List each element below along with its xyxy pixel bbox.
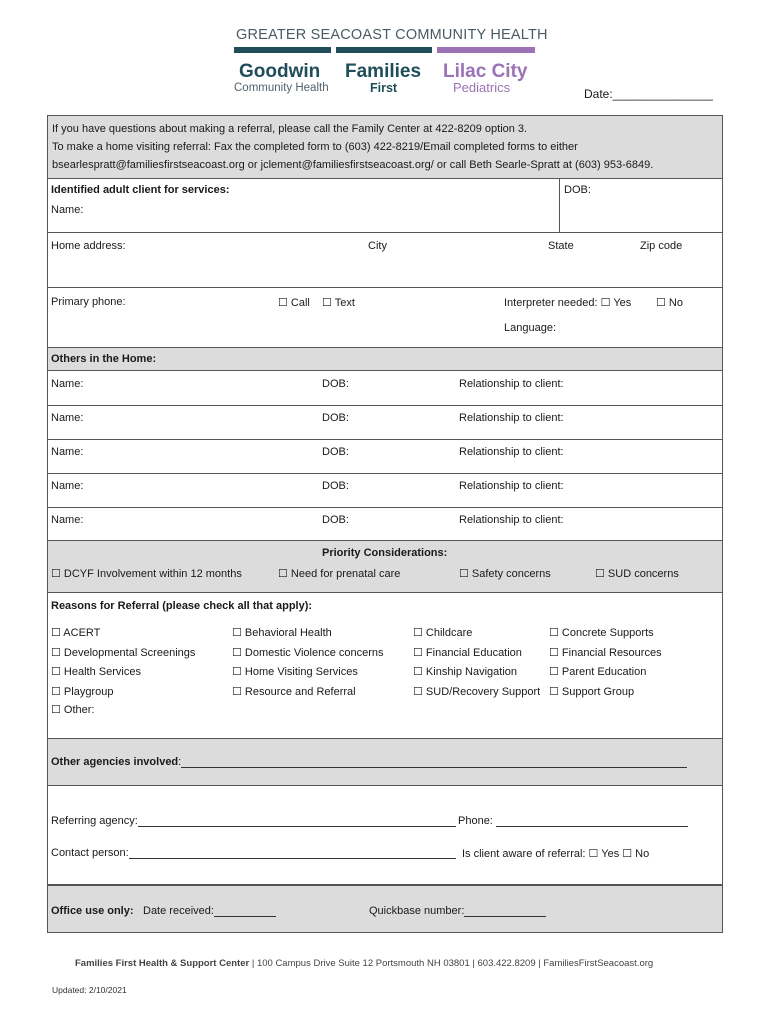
phone-field[interactable] (458, 815, 688, 827)
reason-checkbox[interactable]: ☐ ACERT (51, 627, 101, 639)
contact-person-field[interactable] (51, 847, 456, 859)
others-row-divider (47, 473, 723, 474)
city-field[interactable]: City (368, 240, 387, 252)
updated-date: Updated: 2/10/2021 (52, 985, 127, 995)
quickbase-field[interactable] (369, 905, 546, 917)
reason-checkbox[interactable]: ☐ Home Visiting Services (232, 666, 358, 678)
logo-bar-teal-1 (234, 47, 331, 53)
other-dob-field[interactable]: DOB: (322, 480, 349, 492)
client-section (47, 178, 723, 348)
reason-checkbox[interactable]: ☐ Developmental Screenings (51, 647, 196, 659)
brand-lilac-sub: Pediatrics (453, 80, 511, 95)
other-name-field[interactable]: Name: (51, 378, 84, 390)
reasons-heading: Reasons for Referral (please check all that apply): (51, 600, 313, 612)
priority-heading: Priority Considerations: (322, 547, 448, 559)
agencies-colon: : (178, 756, 182, 768)
others-row-divider (47, 439, 723, 440)
safety-checkbox[interactable]: ☐ Safety concerns (459, 568, 551, 580)
interpreter-no-checkbox[interactable]: ☐ No (656, 297, 683, 309)
other-name-field[interactable]: Name: (51, 480, 84, 492)
date-received-label: Date received: (143, 905, 214, 917)
brand-families: Families (345, 61, 422, 82)
prenatal-checkbox[interactable]: ☐ Need for prenatal care (278, 568, 401, 580)
intro-line-2: To make a home visiting referral: Fax the completed form to (603) 422-8219/Email completed forms to either (52, 141, 578, 153)
other-relationship-field[interactable]: Relationship to client: (459, 412, 564, 424)
quickbase-underline[interactable] (464, 905, 546, 917)
client-divider-1 (47, 232, 723, 233)
other-name-field[interactable]: Name: (51, 412, 84, 424)
agencies-field[interactable] (51, 756, 687, 768)
phone-underline[interactable] (496, 815, 688, 827)
reason-checkbox[interactable]: ☐ Concrete Supports (549, 627, 654, 639)
other-dob-field[interactable]: DOB: (322, 446, 349, 458)
footer-org: Families First Health & Support Center (75, 958, 250, 969)
footer-details: | 100 Campus Drive Suite 12 Portsmouth NH 03801 | 603.422.8209 | FamiliesFirstSeacoast.org (249, 958, 654, 969)
text-checkbox[interactable]: ☐ Text (322, 297, 355, 309)
reason-checkbox[interactable]: ☐ Health Services (51, 666, 141, 678)
dob-divider (559, 178, 560, 232)
intro-line-1: If you have questions about making a referral, please call the Family Center at 422-8209 option 3. (52, 123, 528, 135)
client-divider-2 (47, 287, 723, 288)
others-heading: Others in the Home: (51, 353, 157, 365)
other-relationship-field[interactable]: Relationship to client: (459, 514, 564, 526)
primary-phone-field[interactable]: Primary phone: (51, 296, 126, 308)
other-relationship-field[interactable]: Relationship to client: (459, 378, 564, 390)
date-received-underline[interactable] (214, 905, 276, 917)
other-relationship-field[interactable]: Relationship to client: (459, 446, 564, 458)
reason-checkbox[interactable]: ☐ SUD/Recovery Support (413, 686, 541, 698)
quickbase-label: Quickbase number: (369, 905, 465, 917)
reason-checkbox[interactable]: ☐ Childcare (413, 627, 473, 639)
contact-person-label: Contact person: (51, 847, 129, 859)
reason-checkbox[interactable]: ☐ Behavioral Health (232, 627, 332, 639)
reason-checkbox[interactable]: ☐ Domestic Violence concerns (232, 647, 384, 659)
language-field[interactable]: Language: (504, 322, 556, 334)
logo-bar-teal-2 (336, 47, 432, 53)
org-name: GREATER SEACOAST COMMUNITY HEALTH (236, 27, 548, 43)
other-relationship-field[interactable]: Relationship to client: (459, 480, 564, 492)
intro-line-3: bsearlespratt@familiesfirstseacoast.org or jclement@familiesfirstseacoast.org/ or call Beth Searle-Spratt at (603) 953-6849. (52, 159, 654, 171)
office-use-label: Office use only: (51, 905, 134, 917)
reason-checkbox[interactable]: ☐ Kinship Navigation (413, 666, 518, 678)
reason-checkbox[interactable]: ☐ Financial Education (413, 647, 522, 659)
agencies-underline[interactable] (181, 756, 687, 768)
client-aware-checkboxes[interactable]: Is client aware of referral: ☐ Yes ☐ No (462, 848, 650, 860)
agencies-label: Other agencies involved (51, 756, 179, 768)
state-field[interactable]: State (548, 240, 574, 252)
interpreter-yes-checkbox[interactable]: Interpreter needed: ☐ Yes (504, 297, 632, 309)
referring-agency-label: Referring agency: (51, 815, 138, 827)
referring-agency-field[interactable] (51, 815, 456, 827)
sud-concerns-checkbox[interactable]: ☐ SUD concerns (595, 568, 679, 580)
brand-lilac: Lilac City (443, 61, 528, 82)
others-row-divider (47, 507, 723, 508)
brand-families-sub: First (370, 81, 398, 95)
other-dob-field[interactable]: DOB: (322, 378, 349, 390)
reason-checkbox[interactable]: ☐ Parent Education (549, 666, 647, 678)
brand-goodwin-sub: Community Health (234, 82, 329, 94)
home-address-field[interactable]: Home address: (51, 240, 126, 252)
client-dob-field[interactable]: DOB: (564, 184, 591, 196)
logo-bar-purple (437, 47, 535, 53)
reason-checkbox[interactable]: ☐ Resource and Referral (232, 686, 356, 698)
dcyf-checkbox[interactable]: ☐ DCYF Involvement within 12 months (51, 568, 242, 580)
reason-checkbox[interactable]: ☐ Playgroup (51, 686, 114, 698)
other-dob-field[interactable]: DOB: (322, 514, 349, 526)
date-field[interactable]: Date:_______________ (584, 87, 713, 101)
phone-label: Phone: (458, 815, 493, 827)
reason-checkbox[interactable]: ☐ Support Group (549, 686, 635, 698)
contact-person-underline[interactable] (129, 847, 456, 859)
call-checkbox[interactable]: ☐ Call (278, 297, 310, 309)
footer-address (75, 958, 653, 969)
others-table (47, 370, 723, 541)
reason-other-checkbox[interactable]: ☐ Other: (51, 704, 95, 716)
zip-field[interactable]: Zip code (640, 240, 683, 252)
referrer-box (47, 785, 723, 885)
brand-goodwin: Goodwin (239, 61, 321, 82)
reason-checkbox[interactable]: ☐ Financial Resources (549, 647, 662, 659)
other-name-field[interactable]: Name: (51, 446, 84, 458)
others-row-divider (47, 405, 723, 406)
date-received-field[interactable] (143, 905, 276, 917)
other-dob-field[interactable]: DOB: (322, 412, 349, 424)
other-name-field[interactable]: Name: (51, 514, 84, 526)
client-name-field[interactable]: Name: (51, 204, 84, 216)
client-heading: Identified adult client for services: (51, 184, 230, 196)
referring-agency-underline[interactable] (138, 815, 456, 827)
